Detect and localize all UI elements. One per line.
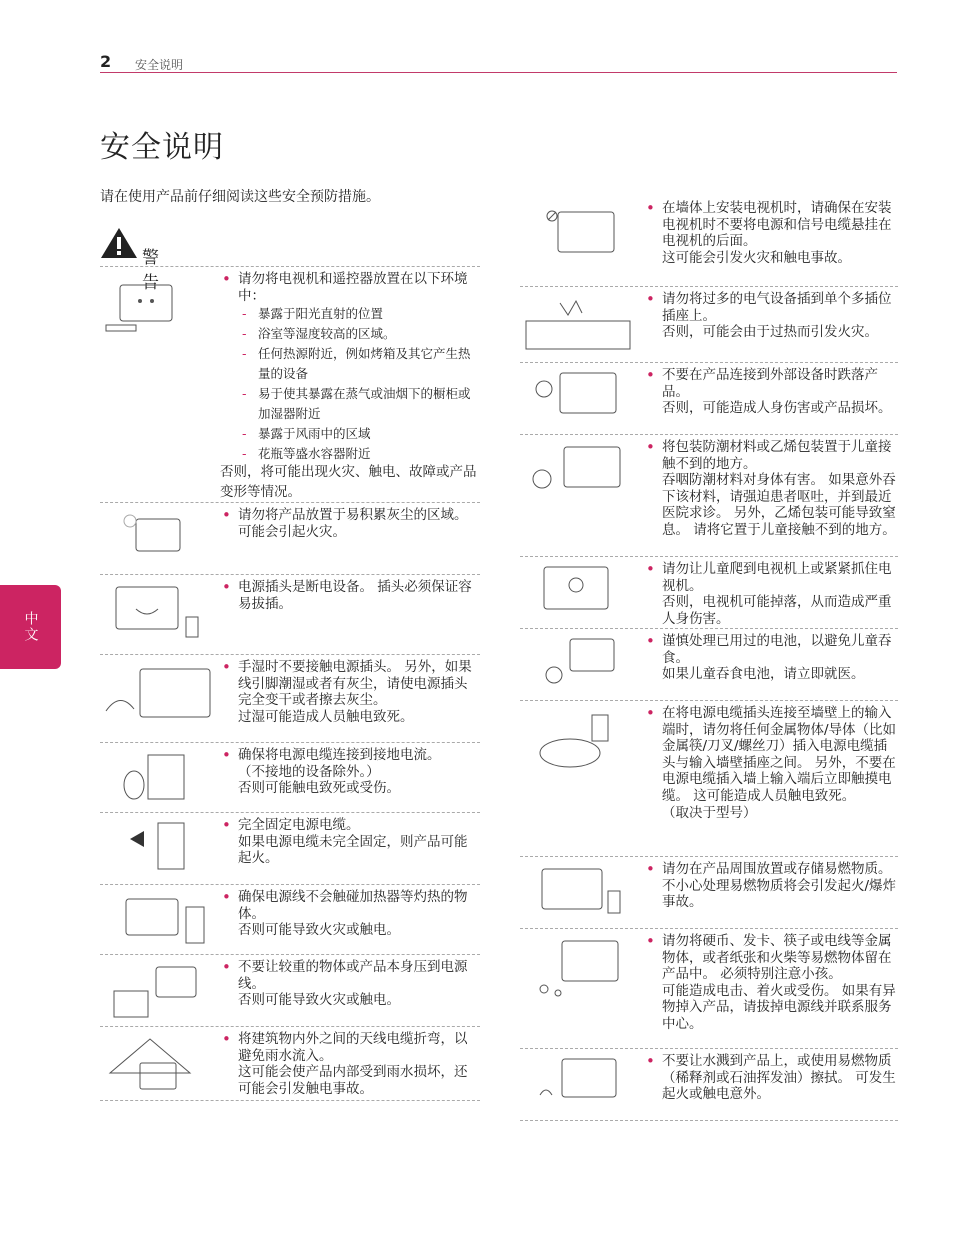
item-note: 如果儿童吞食电池，请立即就医。 [662, 666, 865, 683]
safety-item [520, 434, 898, 556]
item-note: 否则，可能造成人身伤害或产品损坏。 [662, 400, 892, 417]
safety-item [520, 196, 898, 286]
safety-item [100, 502, 480, 574]
wall-mount-cable-illustration [520, 202, 630, 274]
item-note: 可能造成电击、着火或受伤。 如果有异物掉入产品，请拔掉电源线并联系服务中心。 [662, 982, 896, 1032]
item-text: • 完全固定电源电缆。 [220, 817, 480, 834]
item-text: • 请勿让儿童爬到电视机上或紧紧抓住电视机。 [644, 561, 898, 594]
wet-hand-plug-illustration [100, 661, 216, 735]
sub-item: - 暴露于阳光直射的位置 [220, 304, 480, 324]
tv-remote-illustration [100, 273, 180, 343]
safety-item [100, 742, 480, 812]
safety-item [520, 556, 898, 628]
warning-label: 警告 [142, 248, 159, 293]
item-text: • 不要在产品连接到外部设备时跌落产品。 [644, 367, 898, 400]
packaging-child-illustration [520, 441, 630, 511]
overloaded-outlet-illustration [520, 293, 638, 363]
item-note: 可能会引起火灾。 [238, 523, 346, 540]
header-rule [100, 72, 897, 73]
item-text: • 将建筑物内外之间的天线电缆折弯，以避免雨水流入。 [220, 1031, 480, 1064]
item-text: • 确保电源线不会触碰加热器等灼热的物体。 [220, 889, 480, 922]
item-text: • 请勿将过多的电气设备插到单个多插位插座上。 [644, 291, 898, 324]
heavy-object-cord-illustration [100, 961, 210, 1025]
item-note: （不接地的设备除外。） [238, 763, 380, 780]
language-tab: 中文 [0, 585, 61, 669]
flammable-near-tv-illustration [520, 863, 630, 925]
item-note: 否则，将可能出现火灾、触电、故障或产品变形等情况。 [220, 464, 477, 500]
item-note: 过湿可能造成人员触电致死。 [238, 708, 414, 725]
safety-item [520, 1048, 898, 1120]
item-text: • 电源插头是断电设备。 插头必须保证容易拔插。 [220, 579, 480, 612]
coins-pins-tv-illustration [520, 935, 630, 1005]
safety-item [520, 286, 898, 362]
happy-tv-plug-illustration [100, 581, 210, 647]
item-text: • 手湿时不要接触电源插头。 另外，如果线引脚潮湿或者有灰尘，请使电源插头完全变干或者擦去灰尘。 [220, 659, 480, 709]
sub-item: - 暴露于风雨中的区域 [220, 424, 480, 444]
item-note: 否则可能导致火灾或触电。 [238, 922, 400, 939]
item-text: • 不要让较重的物体或产品本身压到电源线。 [220, 959, 480, 992]
safety-item [100, 1026, 480, 1100]
safety-item [520, 362, 898, 434]
heater-cord-illustration [100, 891, 210, 953]
safety-item [100, 654, 480, 742]
page-title: 安全说明 [100, 130, 224, 165]
item-text: • 将包装防潮材料或乙烯包装置于儿童接触不到的地方。 [644, 439, 898, 472]
safety-item [520, 628, 898, 700]
sub-item: - 花瓶等盛水容器附近 [220, 444, 480, 464]
safety-item [100, 574, 480, 654]
secure-plug-illustration [100, 819, 200, 879]
safety-item [520, 700, 898, 856]
item-text: • 请勿在产品周围放置或存储易燃物质。 [644, 861, 898, 878]
item-note: 否则可能导致火灾或触电。 [238, 992, 400, 1009]
item-text: • 在墙体上安装电视机时，请确保在安装电视机时不要将电源和信号电缆悬挂在电视机的后面。 [644, 200, 898, 250]
item-note: 否则，可能会由于过热而引发火灾。 [662, 324, 878, 341]
safety-item [100, 884, 480, 954]
item-note: 否则可能触电致死或受伤。 [238, 780, 400, 797]
item-text: • 确保将电源电缆连接到接地电流。 [220, 747, 480, 764]
item-note: （取决于型号） [662, 804, 757, 821]
item-text: • 请勿将硬币、发卡、筷子或电线等金属物体，或者纸张和火柴等易燃物体留在产品中。 必须特别注意小孩。 [644, 933, 898, 983]
antenna-rain-illustration [100, 1033, 200, 1097]
safety-item [520, 928, 898, 1048]
warning-triangle-icon [100, 226, 138, 260]
battery-child-illustration [520, 635, 630, 697]
intro-text: 请在使用产品前仔细阅读这些安全预防措施。 [100, 189, 380, 205]
metal-in-outlet-illustration [520, 707, 630, 787]
sub-item: - 浴室等湿度较高的区域。 [220, 324, 480, 344]
item-text: • 请勿将产品放置于易积累灰尘的区域。 [220, 507, 480, 524]
sub-item: - 任何热源附近，例如烤箱及其它产生热量的设备 [220, 344, 480, 384]
item-note: 这可能会使产品内部受到雨水损坏，还可能会引发触电事故。 [238, 1064, 468, 1097]
item-text: • 请勿将电视机和遥控器放置在以下环境中： [220, 271, 480, 304]
item-note: 否则，电视机可能掉落，从而造成严重人身伤害。 [662, 594, 892, 627]
header-section-title: 安全说明 [135, 58, 184, 72]
child-climbing-tv-illustration [520, 563, 630, 625]
ground-plug-illustration [100, 749, 200, 809]
item-text: • 不要让水溅到产品上，或使用易燃物质（稀释剂或石油挥发油）擦拭。 可发生起火或触电意外。 [644, 1053, 898, 1103]
dusty-tv-illustration [100, 509, 190, 569]
item-note: 吞咽防潮材料对身体有害。 如果意外吞下该材料，请强迫患者呕吐，并到最近医院求诊。 另外，乙烯包装可能导致窒息。 请将它置于儿童接触不到的地方。 [662, 472, 896, 538]
item-note: 如果电源电缆未完全固定，则产品可能起火。 [238, 833, 468, 867]
safety-item [520, 856, 898, 928]
item-text: • 在将电源电缆插头连接至墙壁上的输入端时，请勿将任何金属物体/导体（比如金属筷/刀叉/螺丝刀）插入电源电缆插头与输入墙壁插座之间。 另外，不要在电源电缆插入墙上输入端后立即触摸电缆。 这可能造成人员触电致死。 [644, 705, 898, 805]
column-end-rule [100, 1100, 480, 1101]
safety-item [100, 954, 480, 1026]
column-end-rule [520, 1120, 898, 1121]
sub-item: - 易于使其暴露在蒸气或油烟下的橱柜或加湿器附近 [220, 384, 480, 424]
item-note: 这可能会引发火灾和触电事故。 [662, 249, 851, 266]
safety-item [100, 812, 480, 884]
falling-tv-illustration [520, 369, 630, 433]
page-number: 2 [100, 52, 112, 71]
item-note: 不小心处理易燃物质将会引发起火/爆炸事故。 [662, 877, 897, 911]
safety-item [100, 266, 480, 502]
item-text: • 谨慎处理已用过的电池，以避免儿童吞食。 [644, 633, 898, 666]
water-splash-tv-illustration [520, 1055, 630, 1117]
